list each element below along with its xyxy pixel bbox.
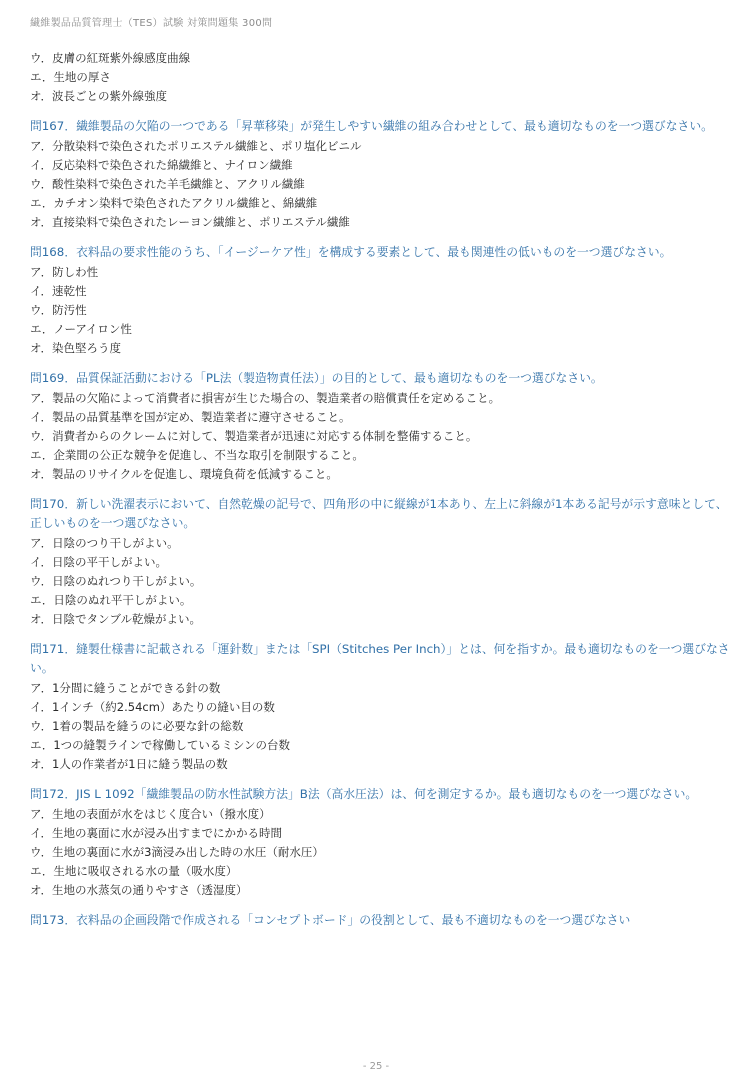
question-text: 問170．新しい洗濯表示において、自然乾燥の記号で、四角形の中に縦線が1本あり、左上に斜線が1本ある記号が示す意味として、正しいものを一つ選びなさい。 bbox=[30, 497, 728, 530]
option-line: エ．生地の厚さ bbox=[30, 70, 111, 84]
option-line: エ．日陰のぬれ平干しがよい。 bbox=[30, 593, 192, 607]
option-line: イ．反応染料で染色された綿繊維と、ナイロン繊維 bbox=[30, 158, 293, 172]
question-171 bbox=[30, 640, 730, 774]
page-number: - 25 - bbox=[362, 1061, 390, 1072]
carryover-options bbox=[30, 49, 730, 106]
option-line: ア．分散染料で染色されたポリエステル繊維と、ポリ塩化ビニル bbox=[30, 139, 362, 153]
option-line: ウ．防汚性 bbox=[30, 303, 87, 317]
option-line: ア．日陰のつり干しがよい。 bbox=[30, 536, 179, 550]
option-line: ウ．酸性染料で染色された羊毛繊維と、アクリル繊維 bbox=[30, 177, 305, 191]
option-line: ウ．1着の製品を縫うのに必要な針の総数 bbox=[30, 719, 244, 733]
option-line: オ．波長ごとの紫外線強度 bbox=[30, 89, 167, 103]
option-line: ア．防しわ性 bbox=[30, 265, 99, 279]
page-header: 繊維製品品質管理士（TES）試験 対策問題集 300問 bbox=[30, 18, 273, 29]
option-line: エ．ノーアイロン性 bbox=[30, 322, 132, 336]
option-line: エ．企業間の公正な競争を促進し、不当な取引を制限すること。 bbox=[30, 448, 364, 462]
option-line: オ．染色堅ろう度 bbox=[30, 341, 121, 355]
option-line: イ．生地の裏面に水が浸み出すまでにかかる時間 bbox=[30, 826, 282, 840]
question-167 bbox=[30, 117, 730, 232]
option-line: オ．生地の水蒸気の通りやすさ（透湿度） bbox=[30, 883, 248, 897]
option-line: ウ．生地の裏面に水が3滴浸み出した時の水圧（耐水圧） bbox=[30, 845, 324, 859]
option-line: ア．製品の欠陥によって消費者に損害が生じた場合の、製造業者の賠償責任を定めること。 bbox=[30, 391, 501, 405]
option-line: エ．1つの縫製ラインで稼働しているミシンの台数 bbox=[30, 738, 291, 752]
option-line: エ．カチオン染料で染色されたアクリル繊維と、綿繊維 bbox=[30, 196, 318, 210]
option-line: ウ．消費者からのクレームに対して、製造業者が迅速に対応する体制を整備すること。 bbox=[30, 429, 478, 443]
question-170 bbox=[30, 495, 730, 629]
option-line: イ．速乾性 bbox=[30, 284, 87, 298]
question-172 bbox=[30, 785, 730, 900]
option-line: ウ．皮膚の紅斑紫外線感度曲線 bbox=[30, 51, 191, 65]
question-168 bbox=[30, 243, 730, 358]
option-line: ア．1分間に縫うことができる針の数 bbox=[30, 681, 221, 695]
option-line: オ．日陰でタンブル乾燥がよい。 bbox=[30, 612, 202, 626]
option-line: イ．日陰の平干しがよい。 bbox=[30, 555, 167, 569]
option-line: イ．製品の品質基準を国が定め、製造業者に遵守させること。 bbox=[30, 410, 351, 424]
question-text: 問173．衣料品の企画段階で作成される「コンセプトボード」の役割として、最も不適切なものを一つ選びなさい bbox=[30, 913, 631, 927]
question-text: 問167．繊維製品の欠陥の一つである「昇華移染」が発生しやすい繊維の組み合わせとして、最も適切なものを一つ選びなさい。 bbox=[30, 119, 713, 133]
option-line: オ．1人の作業者が1日に縫う製品の数 bbox=[30, 757, 228, 771]
option-line: ウ．日陰のぬれつり干しがよい。 bbox=[30, 574, 202, 588]
option-line: イ．1インチ（約2.54cm）あたりの縫い目の数 bbox=[30, 700, 275, 714]
question-text: 問171．縫製仕様書に記載される「運針数」または「SPI（Stitches Per Inch）」とは、何を指すか。最も適切なものを一つ選びなさい。 bbox=[30, 642, 730, 675]
question-text: 問169．品質保証活動における「PL法（製造物責任法）」の目的として、最も適切なものを一つ選びなさい。 bbox=[30, 371, 603, 385]
option-line: エ．生地に吸収される水の量（吸水度） bbox=[30, 864, 238, 878]
question-169 bbox=[30, 369, 730, 484]
option-line: オ．直接染料で染色されたレーヨン繊維と、ポリエステル繊維 bbox=[30, 215, 350, 229]
option-line: オ．製品のリサイクルを促進し、環境負荷を低減すること。 bbox=[30, 467, 338, 481]
question-173 bbox=[30, 911, 730, 930]
option-line: ア．生地の表面が水をはじく度合い（撥水度） bbox=[30, 807, 271, 821]
question-text: 問172．JIS L 1092「繊維製品の防水性試験方法」B法（高水圧法）は、何を測定するか。最も適切なものを一つ選びなさい。 bbox=[30, 787, 698, 801]
question-text: 問168．衣料品の要求性能のうち、「イージーケア性」を構成する要素として、最も関連性の低いものを一つ選びなさい。 bbox=[30, 245, 672, 259]
page-content bbox=[30, 48, 730, 930]
